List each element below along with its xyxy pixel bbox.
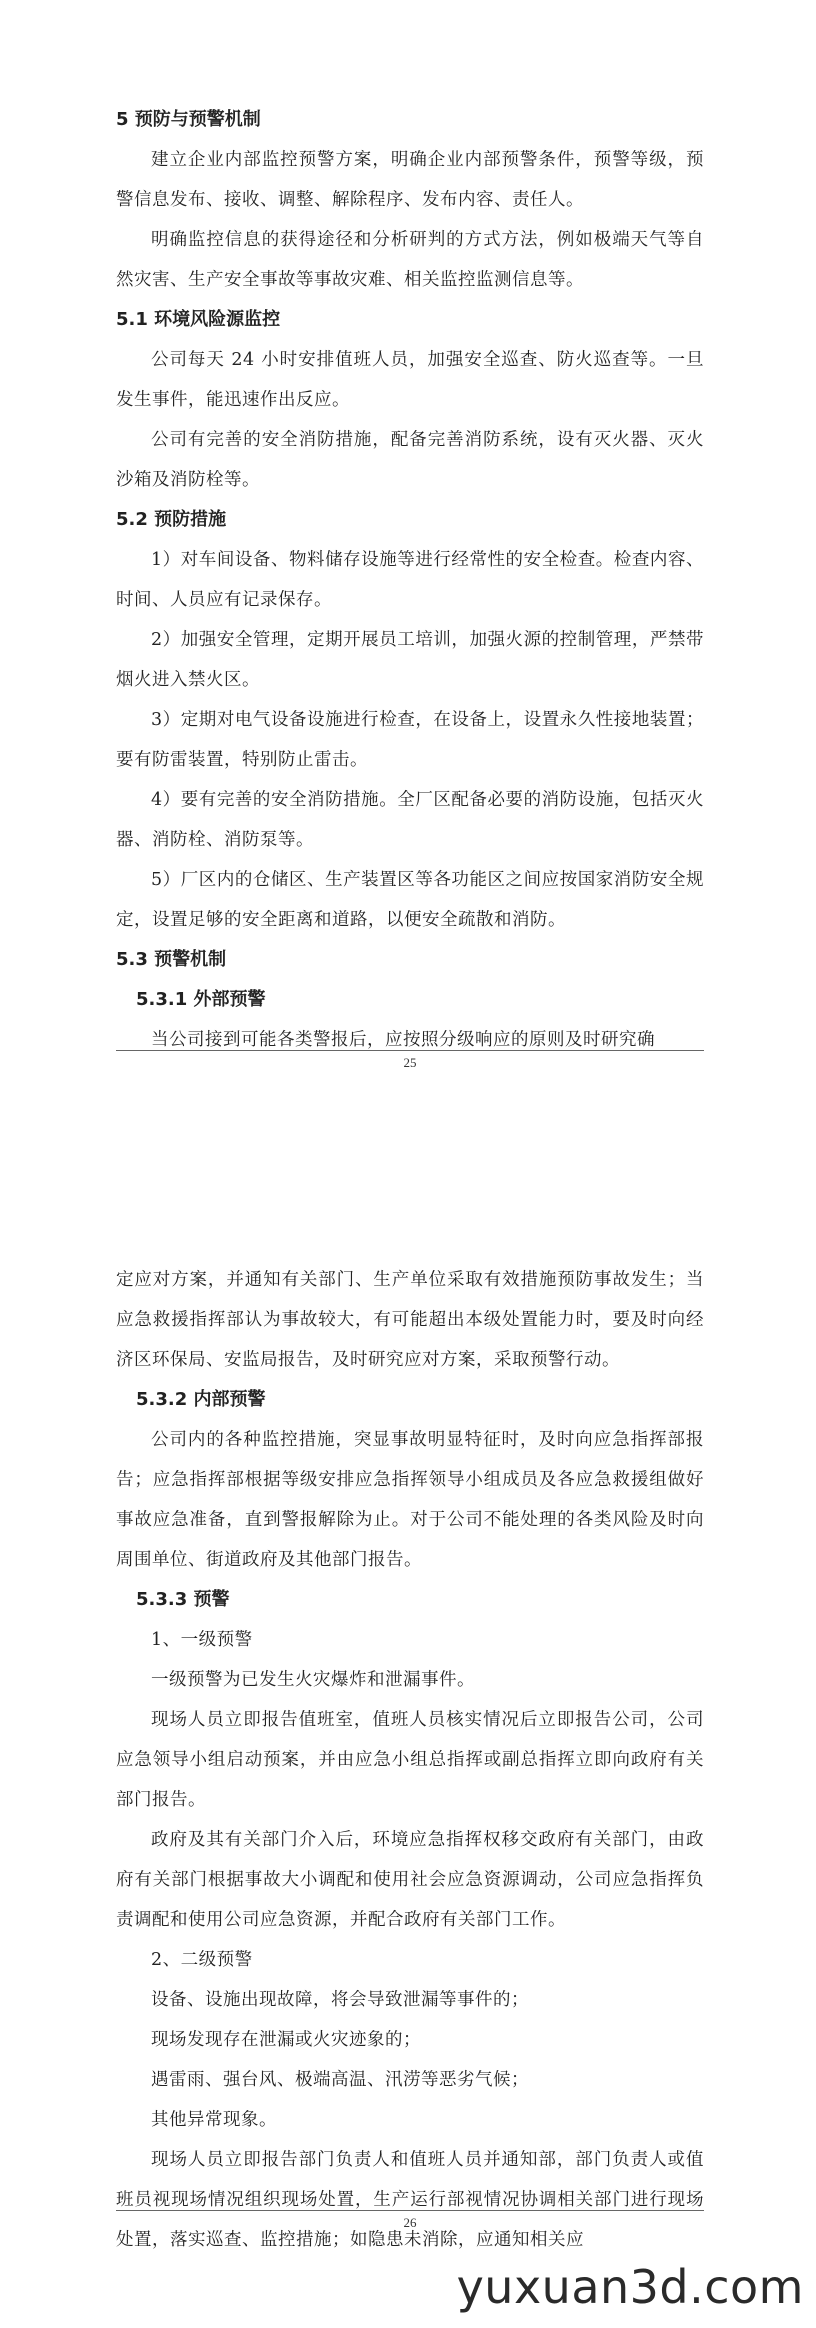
paragraph: 政府及其有关部门介入后，环境应急指挥权移交政府有关部门，由政府有关部门根据事故大小调配和使用社会应急资源调动，公司应急指挥负责调配和使用公司应急资源，并配合政府有关部门工作。 xyxy=(116,1830,704,1930)
paragraph: 现场发现存在泄漏或火灾迹象的； xyxy=(151,2030,421,2050)
paragraph: 5）厂区内的仓储区、生产装置区等各功能区之间应按国家消防安全规定，设置足够的安全距离和道路，以便安全疏散和消防。 xyxy=(116,870,704,930)
section-heading: 5.3 预警机制 xyxy=(116,949,227,970)
paragraph: 1、一级预警 xyxy=(151,1630,253,1650)
paragraph: 公司有完善的安全消防措施，配备完善消防系统，设有灭火器、灭火沙箱及消防栓等。 xyxy=(116,430,704,490)
paragraph: 遇雷雨、强台风、极端高温、汛涝等恶劣气候； xyxy=(151,2070,529,2090)
page-26-content xyxy=(116,1260,704,2260)
document-page-25 xyxy=(0,0,816,1120)
paragraph: 设备、设施出现故障，将会导致泄漏等事件的； xyxy=(151,1990,529,2010)
subsection-heading: 5.3.3 预警 xyxy=(136,1589,230,1610)
paragraph: 其他异常现象。 xyxy=(151,2110,277,2130)
paragraph: 公司内的各种监控措施，突显事故明显特征时，及时向应急指挥部报告；应急指挥部根据等级安排应急指挥领导小组成员及各应急救援组做好事故应急准备，直到警报解除为止。对于公司不能处理的各类风险及时向周围单位、街道政府及其他部门报告。 xyxy=(116,1430,704,1570)
watermark-logo: yuxuan3d.com xyxy=(456,2260,804,2314)
section-heading: 5 预防与预警机制 xyxy=(116,109,261,130)
paragraph: 2、二级预警 xyxy=(151,1950,253,1970)
paragraph: 当公司接到可能各类警报后，应按照分级响应的原则及时研究确 xyxy=(151,1030,655,1050)
subsection-heading: 5.3.2 内部预警 xyxy=(136,1389,266,1410)
page-25-content xyxy=(116,100,704,1060)
paragraph: 公司每天 24 小时安排值班人员，加强安全巡查、防火巡查等。一旦发生事件，能迅速作出反应。 xyxy=(116,350,704,410)
paragraph: 4）要有完善的安全消防措施。全厂区配备必要的消防设施，包括灭火器、消防栓、消防泵等。 xyxy=(116,790,704,850)
paragraph: 现场人员立即报告值班室，值班人员核实情况后立即报告公司，公司应急领导小组启动预案，并由应急小组总指挥或副总指挥立即向政府有关部门报告。 xyxy=(116,1710,704,1810)
paragraph: 2）加强安全管理，定期开展员工培训，加强火源的控制管理，严禁带烟火进入禁火区。 xyxy=(116,630,704,690)
subsection-heading: 5.3.1 外部预警 xyxy=(136,989,266,1010)
paragraph: 3）定期对电气设备设施进行检查，在设备上，设置永久性接地装置； 要有防雷装置，特别防止雷击。 xyxy=(116,710,704,770)
paragraph: 明确监控信息的获得途径和分析研判的方式方法，例如极端天气等自然灾害、生产安全事故等事故灾难、相关监控监测信息等。 xyxy=(116,230,704,290)
paragraph: 定应对方案，并通知有关部门、生产单位采取有效措施预防事故发生；当应急救援指挥部认为事故较大，有可能超出本级处置能力时，要及时向经济区环保局、安监局报告，及时研究应对方案，采取预警行动。 xyxy=(116,1270,704,1370)
paragraph: 现场人员立即报告部门负责人和值班人员并通知部，部门负责人或值班员视现场情况组织现场处置，生产运行部视情况协调相关部门进行现场处置，落实巡查、监控措施；如隐患未消除，应通知相关应 xyxy=(116,2150,704,2250)
page-number: 25 xyxy=(116,1050,704,1071)
document-page-26 xyxy=(0,1200,816,2328)
paragraph: 建立企业内部监控预警方案，明确企业内部预警条件，预警等级，预警信息发布、接收、调整、解除程序、发布内容、责任人。 xyxy=(116,150,704,210)
page-number: 26 xyxy=(116,2210,704,2231)
section-heading: 5.1 环境风险源监控 xyxy=(116,309,281,330)
paragraph: 一级预警为已发生火灾爆炸和泄漏事件。 xyxy=(151,1670,475,1690)
paragraph: 1）对车间设备、物料储存设施等进行经常性的安全检查。检查内容、时间、人员应有记录保存。 xyxy=(116,550,704,610)
section-heading: 5.2 预防措施 xyxy=(116,509,227,530)
